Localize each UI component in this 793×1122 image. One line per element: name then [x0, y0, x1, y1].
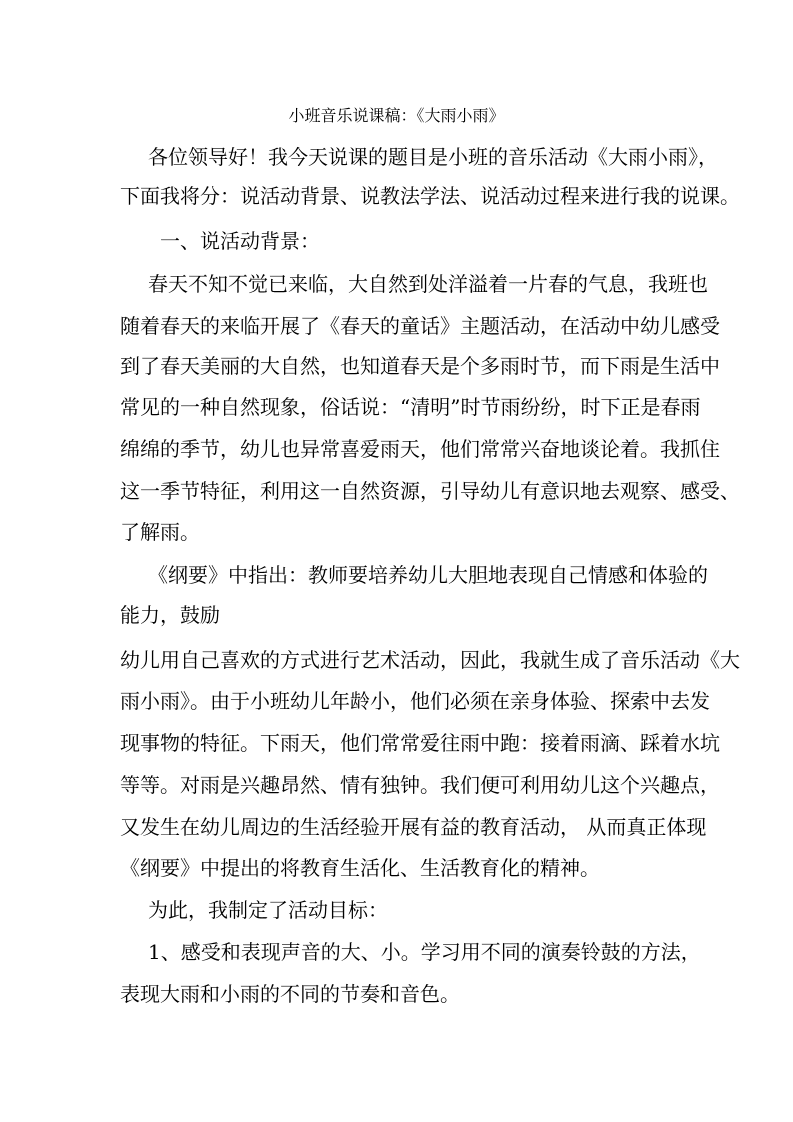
paragraph-line: 绵绵的季节，幼儿也异常喜爱雨天，他们常常兴奋地谈论着。我抓住 [120, 437, 720, 461]
paragraph-line: 现事物的特征。下雨天，他们常常爱往雨中跑：接着雨滴、踩着水坑 [120, 731, 720, 755]
paragraph-line: 1、感受和表现声音的大、小。学习用不同的演奏铃鼓的方法， [148, 940, 701, 964]
paragraph-line: 能力，鼓励 [120, 603, 220, 627]
paragraph-line: 这一季节特征，利用这一自然资源，引导幼儿有意识地去观察、感受、 [120, 479, 740, 503]
section-heading: 一、说活动背景： [160, 229, 320, 253]
paragraph-line: 为此，我制定了活动目标： [148, 898, 388, 922]
paragraph-line: 等等。对雨是兴趣昂然、情有独钟。我们便可利用幼儿这个兴趣点， [120, 773, 720, 797]
paragraph-line: 春天不知不觉已来临，大自然到处洋溢着一片春的气息，我班也 [148, 272, 708, 296]
paragraph-line: 随着春天的来临开展了《春天的童话》主题活动，在活动中幼儿感受 [120, 314, 720, 338]
paragraph-line: 《纲要》中提出的将教育生活化、生活教育化的精神。 [120, 856, 600, 880]
paragraph-line: 到了春天美丽的大自然，也知道春天是个多雨时节，而下雨是生活中 [120, 354, 720, 378]
paragraph-line: 常见的一种自然现象，俗话说：“清明”时节雨纷纷，时下正是春雨 [120, 395, 701, 419]
paragraph-line: 幼儿用自己喜欢的方式进行艺术活动，因此，我就生成了音乐活动《大 [120, 648, 740, 672]
paragraph-line: 各位领导好！我今天说课的题目是小班的音乐活动《大雨小雨》， [148, 145, 718, 169]
paragraph-line: 了解雨。 [120, 520, 200, 544]
paragraph-line: 表现大雨和小雨的不同的节奏和音色。 [120, 982, 460, 1006]
paragraph-line: 下面我将分：说活动背景、说教法学法、说活动过程来进行我的说课。 [120, 184, 740, 208]
paragraph-line: 《纲要》中指出：教师要培养幼儿大胆地表现自己情感和体验的 [148, 563, 708, 587]
paragraph-line: 又发生在幼儿周边的生活经验开展有益的教育活动， 从而真正体现 [120, 815, 707, 839]
paragraph-line: 雨小雨》。由于小班幼儿年龄小，他们必须在亲身体验、探索中去发 [120, 689, 710, 713]
document-title: 小班音乐说课稿：《大雨小雨》 [288, 106, 505, 125]
